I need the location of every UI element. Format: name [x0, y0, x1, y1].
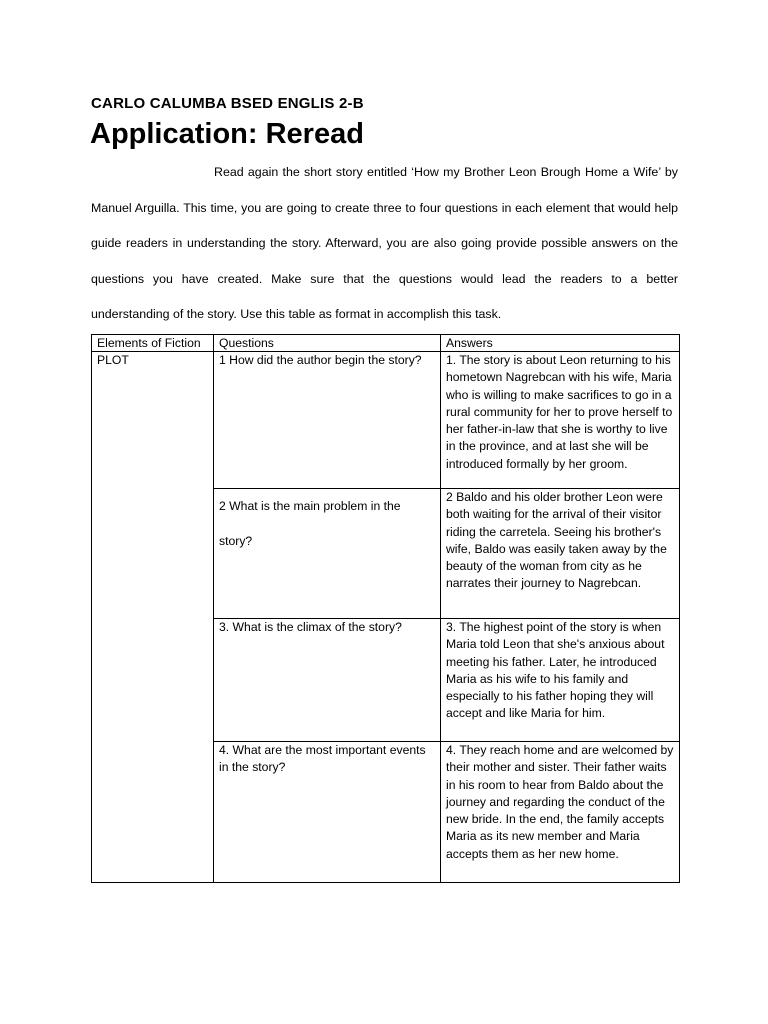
answer-cell: 1. The story is about Leon returning to his hometown Nagrebcan with his wife, Maria who is willing to make sacrifices to go in a rural community for her to prove herself to her father-in-law that she is worthy to live in the province, and at last she will be introduced formally by her groom. [441, 352, 680, 489]
page-title: Application: Reread [90, 118, 364, 150]
table-row [92, 352, 680, 489]
header-elements-of-fiction: Elements of Fiction [92, 335, 214, 352]
answer-cell: 2 Baldo and his older brother Leon were both waiting for the arrival of their visitor riding the carretela. Seeing his brother's wife, Baldo was easily taken away by the beauty of the woman from city as he narrates their journey to Nagrebcan. [441, 489, 680, 619]
question-cell: 3. What is the climax of the story? [214, 619, 441, 742]
elements-of-fiction-table [91, 334, 680, 883]
question-cell: 1 How did the author begin the story? [214, 352, 441, 489]
question-cell: 4. What are the most important events in the story? [214, 742, 441, 883]
element-plot-cell: PLOT [92, 352, 214, 883]
answer-cell: 3. The highest point of the story is when Maria told Leon that she's anxious about meeting his father. Later, he introduced Maria as his wife to his family and especially to his father hoping they will accept and like Maria for him. [441, 619, 680, 742]
author-line: CARLO CALUMBA BSED ENGLIS 2-B [91, 95, 364, 112]
header-answers: Answers [441, 335, 680, 352]
question-cell: 2 What is the main problem in the story? [214, 489, 441, 619]
answer-cell: 4. They reach home and are welcomed by their mother and sister. Their father waits in his room to hear from Baldo about the journey and regarding the conduct of the new bride. In the end, the family accepts Maria as its new member and Maria accepts them as her new home. [441, 742, 680, 883]
header-questions: Questions [214, 335, 441, 352]
table-header-row [92, 335, 680, 352]
instructions-paragraph: Read again the short story entitled ‘How my Brother Leon Brough Home a Wife’ by Manuel Arguilla. This time, you are going to create three to four questions in each element that would help guide readers in understanding the story. Afterward, you are also going provide possible answers on the questions you have created. Make sure that the questions would lead the readers to a better understanding of the story. Use this table as format in accomplish this task. [91, 165, 678, 321]
